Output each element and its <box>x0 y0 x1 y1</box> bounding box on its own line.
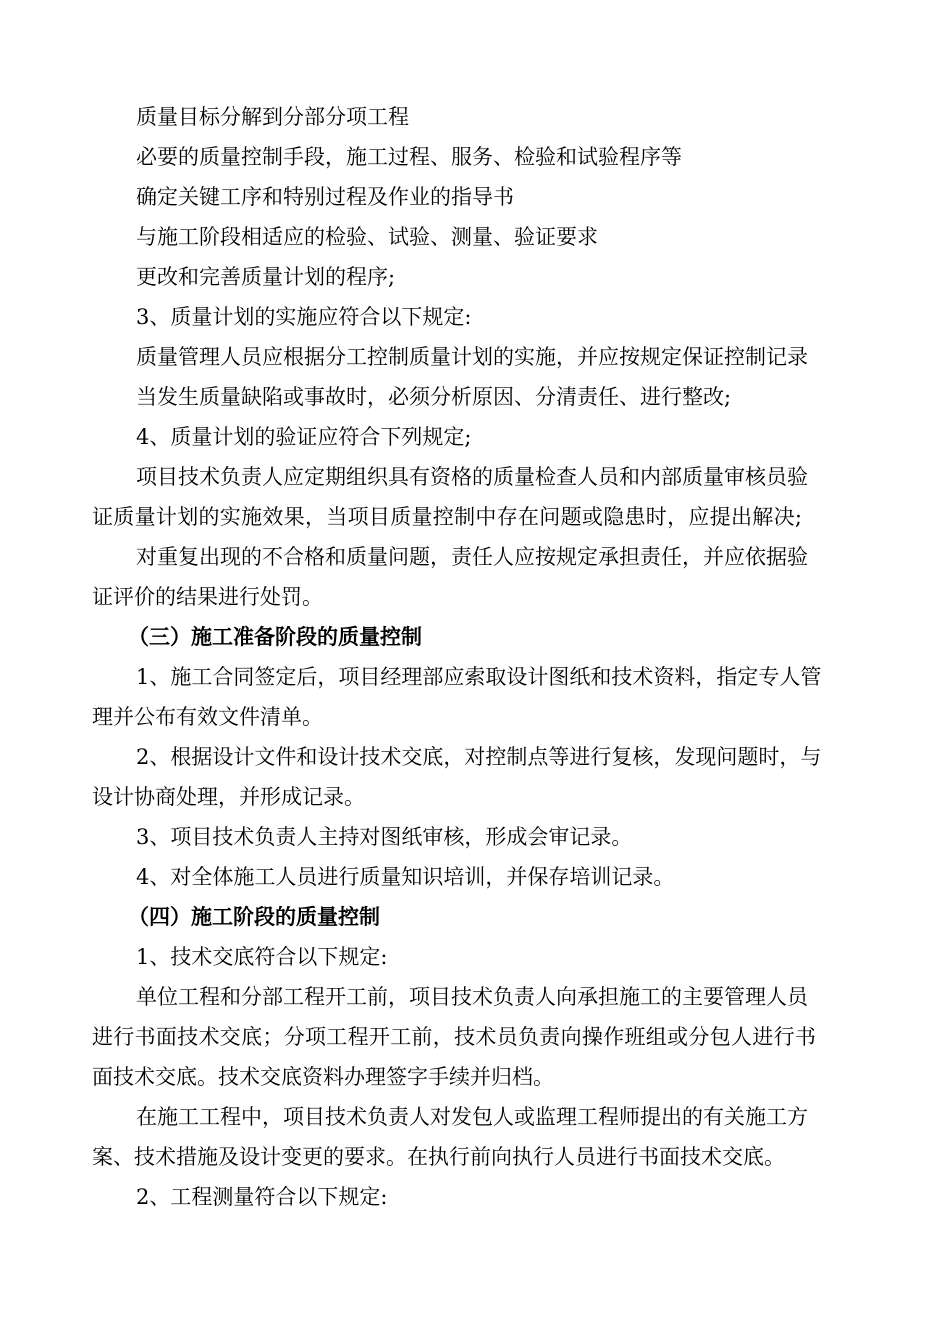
text-line: 进行书面技术交底；分项工程开工前，技术员负责向操作班组或分包人进行书 <box>92 1025 817 1049</box>
text-line: 1、技术交底符合以下规定: <box>136 945 388 969</box>
text-line: 证质量计划的实施效果，当项目质量控制中存在问题或隐患时，应提出解决; <box>92 505 803 529</box>
text-line: 证评价的结果进行处罚。 <box>92 585 323 609</box>
text-line: 更改和完善质量计划的程序; <box>136 265 396 289</box>
text-line: 与施工阶段相适应的检验、试验、测量、验证要求 <box>136 225 598 249</box>
section-heading: （三）施工准备阶段的质量控制 <box>128 624 422 649</box>
text-line: 在施工工程中，项目技术负责人对发包人或监理工程师提出的有关施工方 <box>136 1105 808 1129</box>
text-line: 必要的质量控制手段，施工过程、服务、检验和试验程序等 <box>136 145 682 169</box>
document-body <box>92 97 858 1217</box>
text-line: 质量管理人员应根据分工控制质量计划的实施，并应按规定保证控制记录 <box>136 345 808 369</box>
text-line: 确定关键工序和特别过程及作业的指导书 <box>136 185 514 209</box>
text-line: 2、工程测量符合以下规定: <box>136 1185 388 1209</box>
section-heading: （四）施工阶段的质量控制 <box>128 904 380 929</box>
text-line: 质量目标分解到分部分项工程 <box>136 105 409 129</box>
text-line: 1、施工合同签定后，项目经理部应索取设计图纸和技术资料，指定专人管 <box>136 665 822 689</box>
text-line: 项目技术负责人应定期组织具有资格的质量检查人员和内部质量审核员验 <box>136 465 808 489</box>
text-line: 对重复出现的不合格和质量问题，责任人应按规定承担责任，并应依据验 <box>136 545 808 569</box>
text-line: 面技术交底。技术交底资料办理签字手续并归档。 <box>92 1065 554 1089</box>
text-line: 3、质量计划的实施应符合以下规定: <box>136 305 472 329</box>
text-line: 4、质量计划的验证应符合下列规定; <box>136 425 472 449</box>
text-line: 4、对全体施工人员进行质量知识培训，并保存培训记录。 <box>136 865 675 889</box>
text-line: 设计协商处理，并形成记录。 <box>92 785 365 809</box>
text-line: 3、项目技术负责人主持对图纸审核，形成会审记录。 <box>136 825 633 849</box>
text-line: 单位工程和分部工程开工前，项目技术负责人向承担施工的主要管理人员 <box>136 985 808 1009</box>
text-line: 当发生质量缺陷或事故时，必须分析原因、分清责任、进行整改; <box>136 385 732 409</box>
text-line: 理并公布有效文件清单。 <box>92 705 323 729</box>
text-line: 案、技术措施及设计变更的要求。在执行前向执行人员进行书面技术交底。 <box>92 1145 785 1169</box>
text-line: 2、根据设计文件和设计技术交底，对控制点等进行复核，发现问题时，与 <box>136 745 822 769</box>
